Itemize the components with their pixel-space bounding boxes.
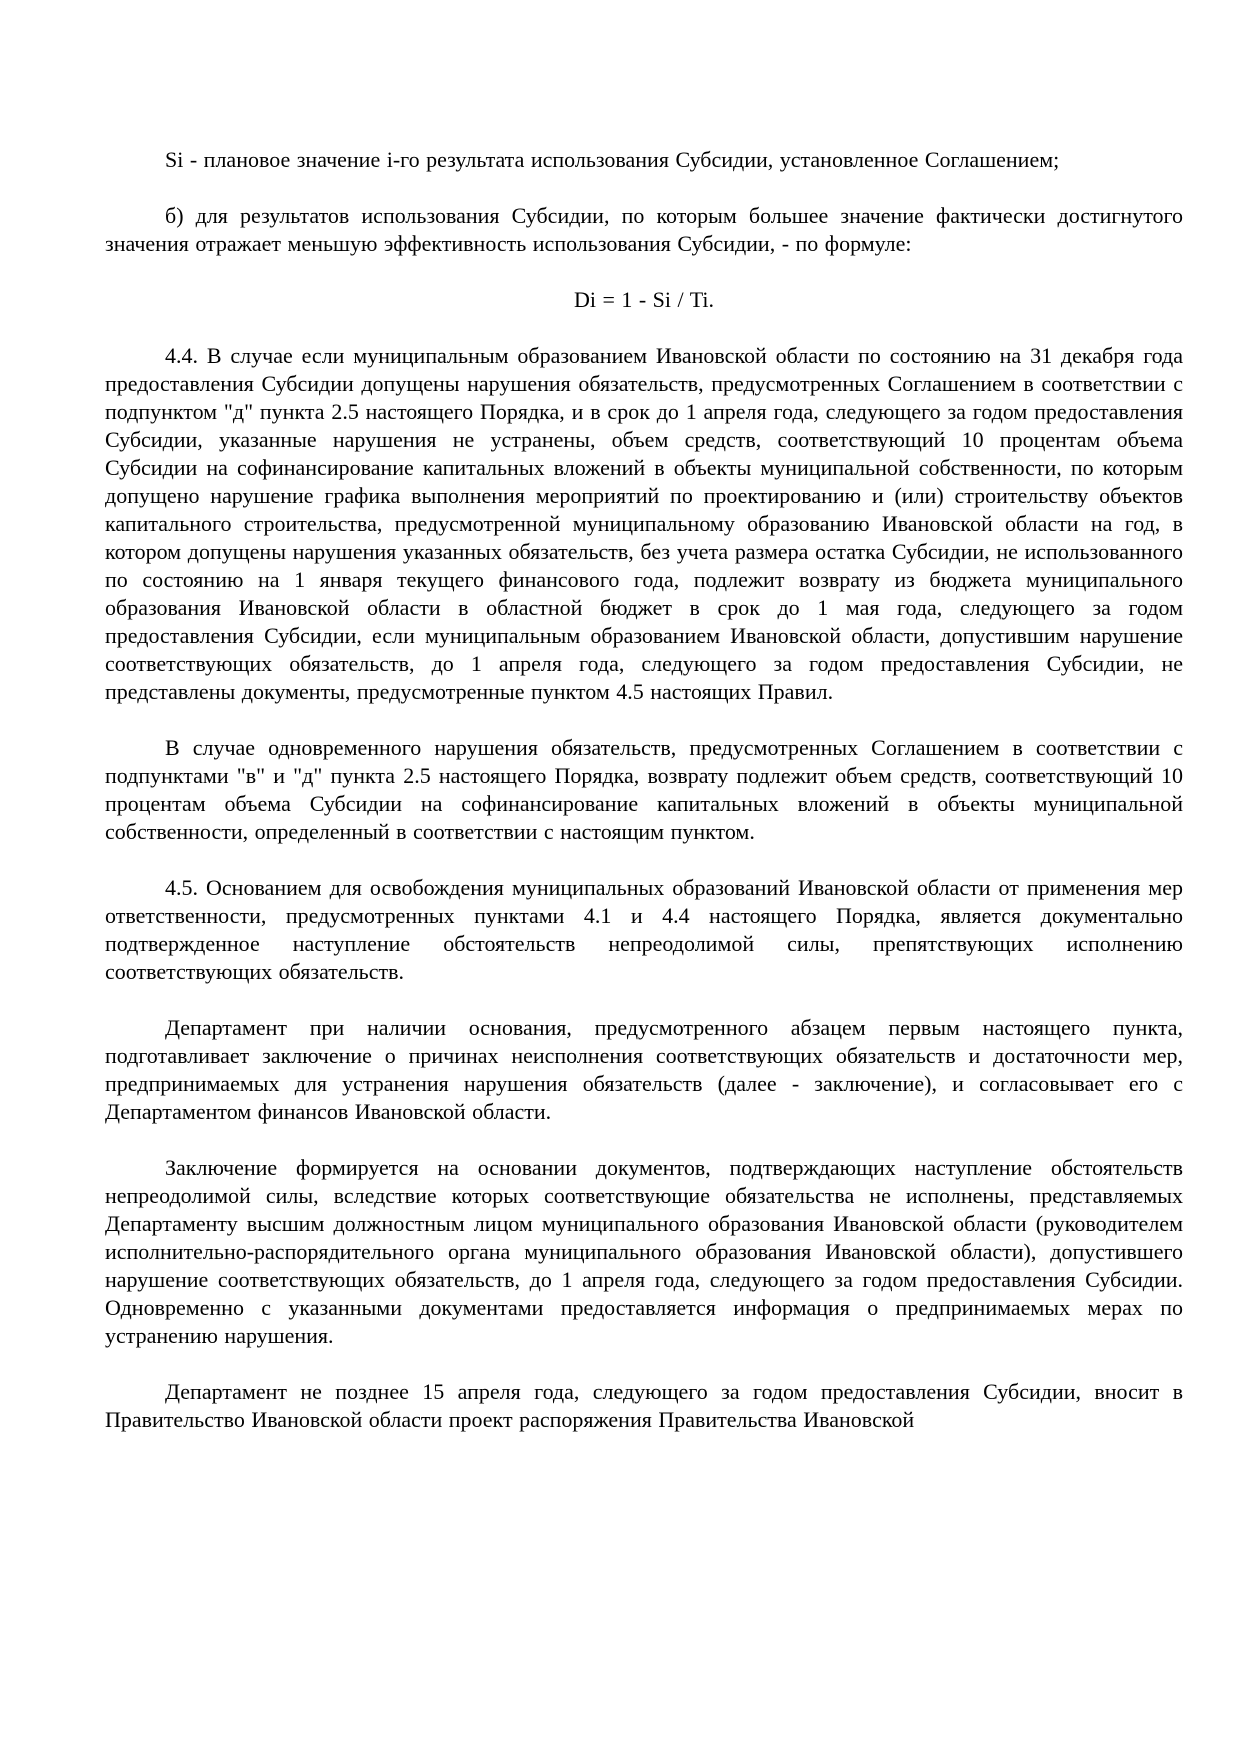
formula-di: Di = 1 - Si / Ti. xyxy=(573,287,715,312)
paragraph-clause-4-5: 4.5. Основанием для освобождения муниципальных образований Ивановской области от применения мер ответственности, предусмотренных пунктами 4.1 и 4.4 настоящего Порядка, является документально подтвержденное наступление обстоятельств непреодолимой силы, препятствующих исполнению соответствующих обязательств. xyxy=(105,875,1183,984)
paragraph-department-conclusion: Департамент при наличии основания, предусмотренного абзацем первым настоящего пункта, подготавливает заключение о причинах неисполнения соответствующих обязательств и достаточности мер, предпринимаемых для устранения нарушения обязательств (далее - заключение), и согласовывает его с Департаментом финансов Ивановской области. xyxy=(105,1015,1183,1124)
paragraph-conclusion-basis: Заключение формируется на основании документов, подтверждающих наступление обстоятельств непреодолимой силы, вследствие которых соответствующие обязательства не исполнены, представляемых Департаменту высшим должностным лицом муниципального образования Ивановской области (руководителем исполнительно-распорядительного органа муниципального образования Ивановской области), допустившего нарушение соответствующих обязательств, до 1 апреля года, следующего за годом предоставления Субсидии. Одновременно с указанными документами предоставляется информация о предпринимаемых мерах по устранению нарушения. xyxy=(105,1155,1183,1348)
paragraph-simultaneous-violation: В случае одновременного нарушения обязательств, предусмотренных Соглашением в соответствии с подпунктами "в" и "д" пункта 2.5 настоящего Порядка, возврату подлежит объем средств, соответствующий 10 процентам объема Субсидии на софинансирование капитальных вложений в объекты муниципальной собственности, определенный в соответствии с настоящим пунктом. xyxy=(105,735,1183,844)
paragraph-department-deadline: Департамент не позднее 15 апреля года, следующего за годом предоставления Субсидии, вносит в Правительство Ивановской области проект распоряжения Правительства Ивановской xyxy=(105,1379,1183,1432)
paragraph-si-definition: Si - плановое значение i-го результата использования Субсидии, установленное Соглашением; xyxy=(165,147,1060,172)
paragraph-clause-4-4: 4.4. В случае если муниципальным образованием Ивановской области по состоянию на 31 декабря года предоставления Субсидии допущены нарушения обязательств, предусмотренных Соглашением в соответствии с подпунктом "д" пункта 2.5 настоящего Порядка, и в срок до 1 апреля года, следующего за годом предоставления Субсидии, указанные нарушения не устранены, объем средств, соответствующий 10 процентам объема Субсидии на софинансирование капитальных вложений в объекты муниципальной собственности, по которым допущено нарушение графика выполнения мероприятий по проектированию и (или) строительству объектов капитального строительства, предусмотренной муниципальному образованию Ивановской области на год, в котором допущены нарушения указанных обязательств, без учета размера остатка Субсидии, не использованного по состоянию на 1 января текущего финансового года, подлежит возврату из бюджета муниципального образования Ивановской области в областной бюджет в срок до 1 мая года, следующего за годом предоставления Субсидии, если муниципальным образованием Ивановской области, допустившим нарушение соответствующих обязательств, до 1 апреля года, следующего за годом предоставления Субсидии, не представлены документы, предусмотренные пунктом 4.5 настоящих Правил. xyxy=(105,343,1183,704)
paragraph-subpoint-b: б) для результатов использования Субсидии, по которым большее значение фактически достигнутого значения отражает меньшую эффективность использования Субсидии, - по формуле: xyxy=(105,203,1183,256)
